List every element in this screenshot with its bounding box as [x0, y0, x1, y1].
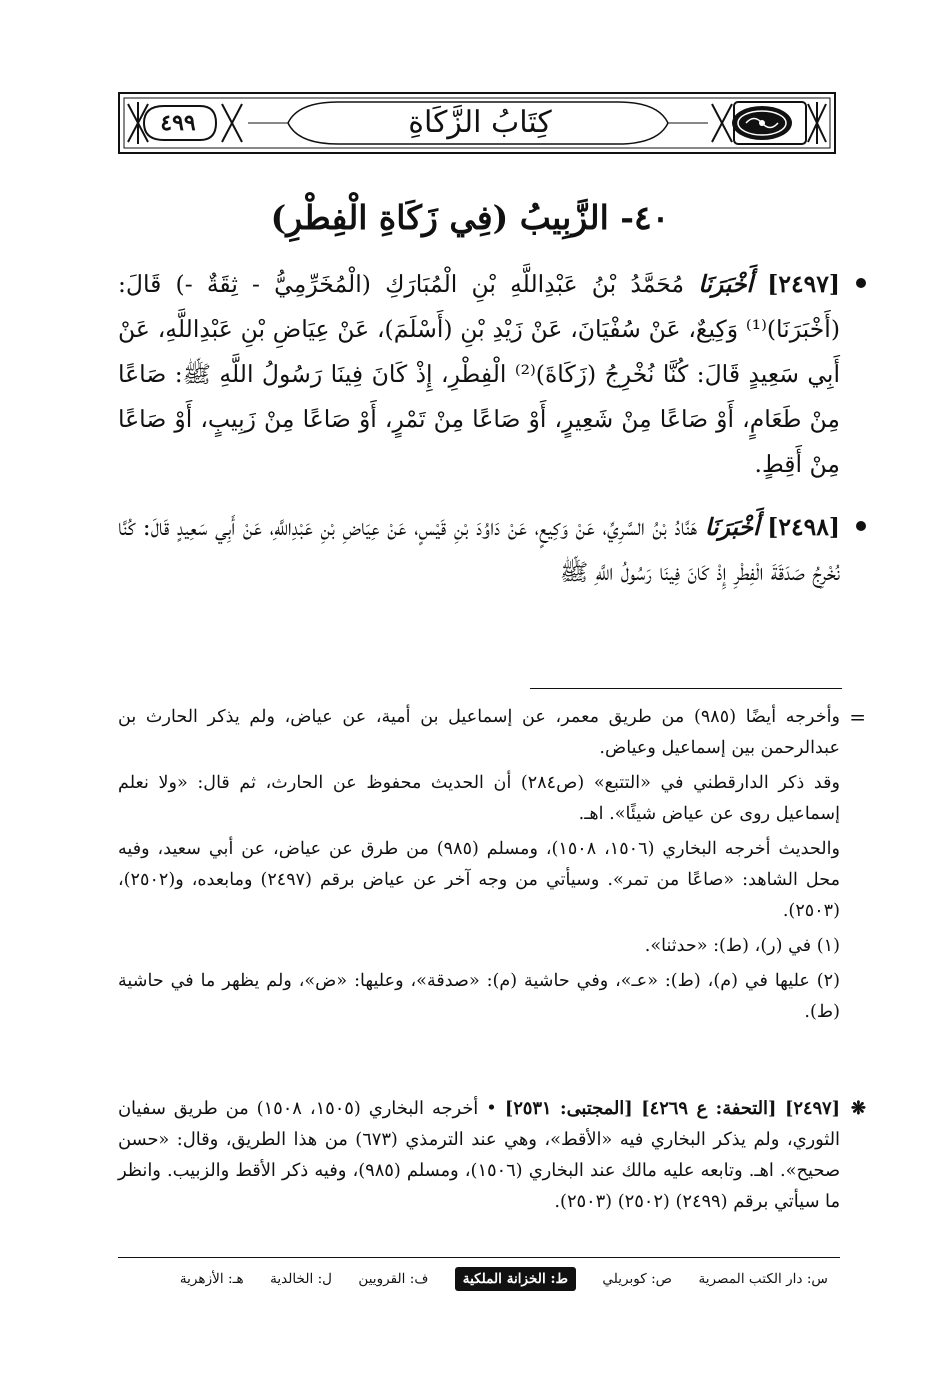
- page-number: ٤٩٩: [160, 110, 196, 136]
- star-icon: ❋: [850, 1098, 866, 1119]
- footnote-paragraph: (١) في (ر)، (ط): «حدثنا».: [644, 936, 840, 956]
- footnotes: [118, 702, 866, 1032]
- hadith-paragraph: [118, 505, 840, 595]
- takhrij-text: • أخرجه البخاري (١٥٠٥، ١٥٠٨) من طريق سفيان الثوري، ولم يذكر البخاري فيه «الأقط»، وهي عند الترمذي (٦٧٣) من هذا الطريق، وقال: «حسن صحيح». اهـ. وتابعه عليه مالك عند البخاري (١٥٠٦)، ومسلم (٩٨٥)، وفيه ذكر الأقط والزبيب. وانظر ما سيأتي برقم (٢٤٩٩) (٢٥٠٢) (٢٥٠٣).: [118, 1098, 840, 1212]
- book-title: كِتَابُ الزَّكَاةِ: [408, 105, 552, 140]
- hadith-number: [٢٤٩٨]: [767, 513, 840, 541]
- ornate-medallion-icon: [722, 100, 802, 146]
- footnote-paragraph: والحديث أخرجه البخاري (١٥٠٦، ١٥٠٨)، ومسلم (٩٨٥) من طرق عن عياض، عن أبي سعيد، وفيه محل الشاهد: «صاعًا من تمر». وسيأتي من وجه آخر عن عياض برقم (٢٤٩٧) ومابعده، و(٢٥٠٢)، (٢٥٠٣).: [118, 839, 840, 921]
- hadith-lead: أَخْبَرَنَا: [698, 270, 754, 298]
- takhrij-ref: [٢٤٩٧] [التحفة: ع ٤٢٦٩] [المجتبى: ٢٥٣١]: [504, 1098, 840, 1119]
- footnote-paragraph: وقد ذكر الدارقطني في «التتبع» (ص٢٨٤) أن الحديث محفوظ عن الحارث، ثم قال: «ولا نعلم إسماعيل روى عن عياض شيئًا». اهـ.: [118, 773, 841, 824]
- hadith-lead: أَخْبَرَنَا: [704, 513, 760, 541]
- footnote-paragraph: [118, 702, 866, 764]
- legend-item: س: دار الكتب المصرية: [698, 1271, 828, 1287]
- legend-item: ف: القرويين: [358, 1271, 429, 1287]
- footnote-paragraph: (٢) عليها في (م)، (ط): «عـ»، وفي حاشية (م): «صدقة»، وعليها: «ض»، ولم يظهر ما في حاشية (ط).: [118, 971, 840, 1022]
- bullet-icon: [856, 278, 866, 288]
- legend-item: هـ: الأزهرية: [179, 1271, 244, 1287]
- legend-item-highlighted: ط: الخزانة الملكية: [455, 1267, 576, 1291]
- hadith-paragraph: [118, 262, 840, 487]
- bullet-icon: [856, 521, 866, 531]
- footnote-text: وأخرجه أيضًا (٩٨٥) من طريق معمر، عن إسماعيل بن أمية، عن عياض، ولم يذكر الحارث بن عبدالرحمن بين إسماعيل وعياض.: [118, 707, 840, 758]
- legend-item: ل: الخالدية: [270, 1271, 333, 1287]
- hadith-text: هَنَّادُ بْنُ السَّرِيِّ، عَنْ وَكِيعٍ، عَنْ دَاوُدَ بْنِ قَيْسٍ، عَنْ عِيَاضِ بْنِ عَبْدِاللَّهِ، عَنْ أَبِي سَعِيدٍ قَالَ: كُنَّا نُخْرِجُ صَدَقَةَ الْفِطْرِ إِذْ كَانَ فِينَا رَسُولُ اللَّهِ ﷺ: [118, 513, 840, 586]
- legend-divider: [118, 1257, 840, 1258]
- main-text: [118, 262, 840, 595]
- takhrij-note: [118, 1093, 866, 1217]
- manuscript-legend: [128, 1264, 828, 1294]
- hadith-text: مُحَمَّدُ بْنُ عَبْدِاللَّهِ بْنِ الْمُبَارَكِ (الْمُخَرِّمِيُّ - ثِقَةٌ -) قَالَ: (أَخْبَرَنَا)⁽¹⁾ وَكِيعٌ، عَنْ سُفْيَانَ، عَنْ زَيْدِ بْنِ (أَسْلَمَ)، عَنْ عِيَاضِ بْنِ عَبْدِاللَّهِ، عَنْ أَبِي سَعِيدٍ قَالَ: كُنَّا نُخْرِجُ (زَكَاةَ)⁽²⁾ الْفِطْرِ، إِذْ كَانَ فِينَا رَسُولُ اللَّهِ ﷺ: صَاعًا مِنْ طَعَامٍ، أَوْ صَاعًا مِنْ شَعِيرٍ، أَوْ صَاعًا مِنْ تَمْرٍ، أَوْ صَاعًا مِنْ زَبِيبٍ، أَوْ صَاعًا مِنْ أَقِطٍ.: [118, 270, 841, 478]
- legend-item: ص: كوبريلي: [602, 1271, 673, 1287]
- chapter-title: ٤٠- الزَّبِيبُ (فِي زَكَاةِ الْفِطْرِ): [270, 198, 670, 237]
- takhrij-paragraph: [118, 1093, 866, 1217]
- hadith-number: [٢٤٩٧]: [767, 270, 840, 298]
- continuation-mark: =: [849, 705, 866, 729]
- footnote-divider: [530, 688, 842, 689]
